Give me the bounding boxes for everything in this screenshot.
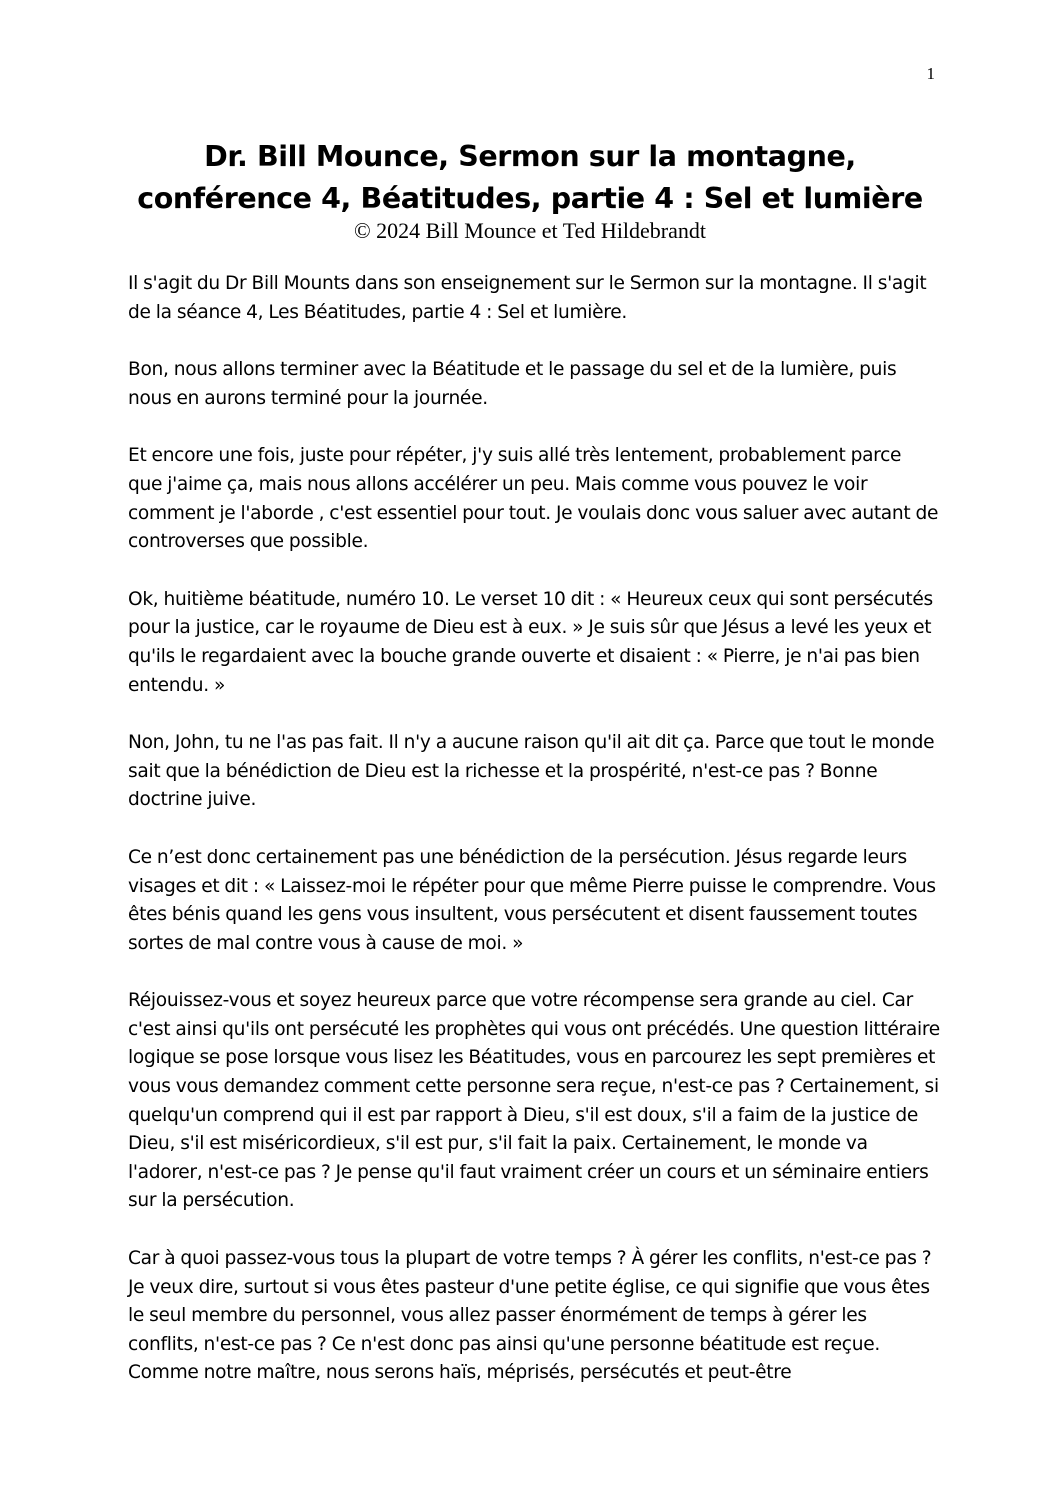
- copyright-line: © 2024 Bill Mounce et Ted Hildebrandt: [353, 218, 707, 243]
- body-text: [128, 270, 940, 1417]
- paragraph: Non, John, tu ne l'as pas fait. Il n'y a aucune raison qu'il ait dit ça. Parce que tout le monde sait que la bénédiction de Dieu est la richesse et la prospérité, n'est-ce pas ? Bonne doctrine juive.: [128, 732, 935, 811]
- paragraph: Car à quoi passez-vous tous la plupart de votre temps ? À gérer les conflits, n'est-ce pas ? Je veux dire, surtout si vous êtes pasteur d'une petite église, ce qui signifie que vous êtes le seul membre du personnel, vous allez passer énormément de temps à gérer les conflits, n'est-ce pas ? Ce n'est donc pas ainsi qu'une personne béatitude est reçue. Comme notre maître, nous serons haïs, méprisés, persécutés et peut-être: [128, 1248, 932, 1384]
- paragraph: Ok, huitième béatitude, numéro 10. Le verset 10 dit : « Heureux ceux qui sont persécutés pour la justice, car le royaume de Dieu est à eux. » Je suis sûr que Jésus a levé les yeux et qu'ils le regardaient avec la bouche grande ouverte et disaient : « Pierre, je n'ai pas bien entendu. »: [128, 588, 933, 696]
- page-number: 1: [926, 64, 935, 83]
- paragraph: Bon, nous allons terminer avec la Béatitude et le passage du sel et de la lumière, puis nous en aurons terminé pour la journée.: [128, 359, 897, 409]
- paragraph: Réjouissez-vous et soyez heureux parce que votre récompense sera grande au ciel. Car c'est ainsi qu'ils ont persécuté les prophètes qui vous ont précédés. Une question littéraire logique se pose lorsque vous lisez les Béatitudes, vous en parcourez les sept premières et vous vous demandez comment cette personne sera reçue, n'est-ce pas ? Certainement, si quelqu'un comprend qui il est par rapport à Dieu, s'il est doux, s'il a faim de la justice de Dieu, s'il est miséricordieux, s'il est pur, s'il fait la paix. Certainement, le monde va l'adorer, n'est-ce pas ? Je pense qu'il faut vraiment créer un cours et un séminaire entiers sur la persécution.: [128, 990, 940, 1212]
- title-block: [60, 136, 1000, 242]
- title-line-1: Dr. Bill Mounce, Sermon sur la montagne,: [204, 140, 856, 173]
- paragraph: Ce n’est donc certainement pas une bénédiction de la persécution. Jésus regarde leurs visages et dit : « Laissez-moi le répéter pour que même Pierre puisse le comprendre. Vous êtes bénis quand les gens vous insultent, vous persécutent et disent faussement toutes sortes de mal contre vous à cause de moi. »: [128, 846, 936, 954]
- title-line-2: conférence 4, Béatitudes, partie 4 : Sel et lumière: [137, 182, 923, 215]
- paragraph: Il s'agit du Dr Bill Mounts dans son enseignement sur le Sermon sur la montagne. Il s'agit de la séance 4, Les Béatitudes, partie 4 : Sel et lumière.: [128, 273, 927, 323]
- paragraph: Et encore une fois, juste pour répéter, j'y suis allé très lentement, probablement parce que j'aime ça, mais nous allons accélérer un peu. Mais comme vous pouvez le voir comment je l'aborde , c'est essentiel pour tout. Je voulais donc vous saluer avec autant de controverses que possible.: [128, 445, 939, 553]
